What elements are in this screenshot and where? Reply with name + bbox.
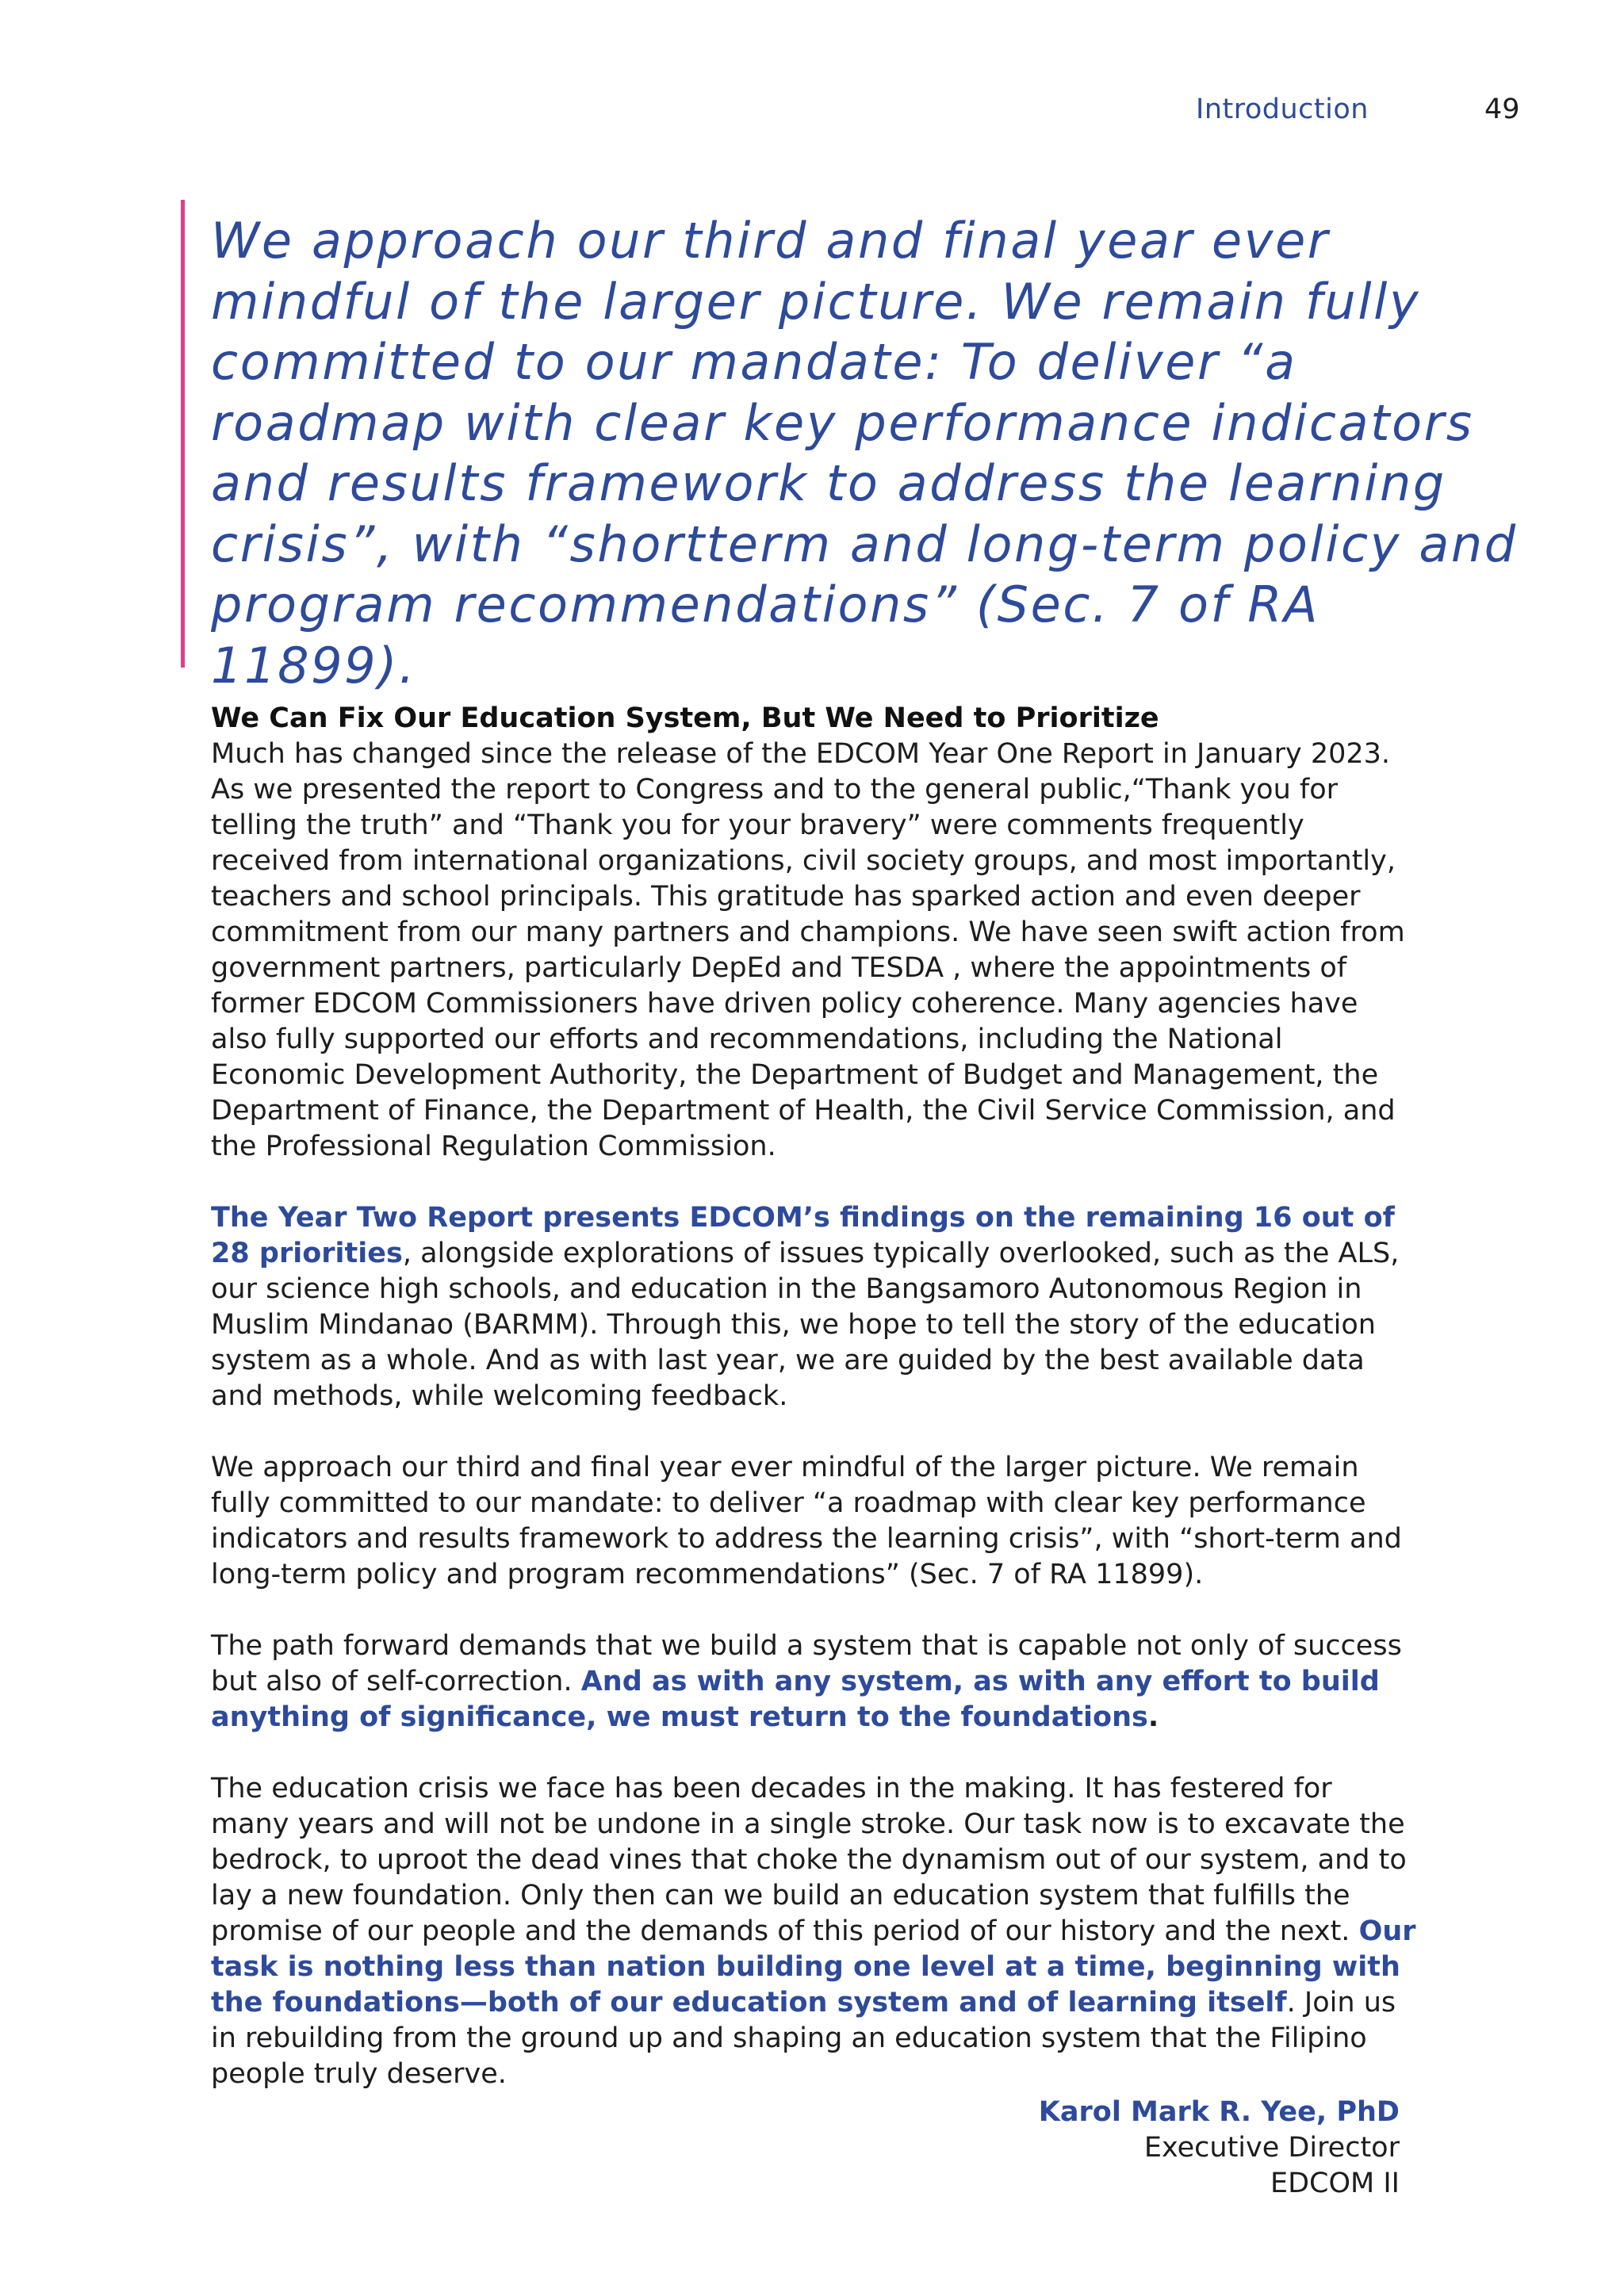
highlight-text: The Year Two Report presents EDCOM’s findings on the remaining 16 out of 28 priorities xyxy=(211,1202,1395,1269)
paragraph-text: . Join us in rebuilding from the ground up and shaping an education system that the Filipino people truly deserve. xyxy=(211,1987,1396,2090)
paragraph-text: . xyxy=(1147,1701,1159,1733)
section-heading: We Can Fix Our Education System, But We Need to Prioritize xyxy=(211,702,1159,734)
pullquote xyxy=(181,200,1529,695)
signatory-org: EDCOM II xyxy=(1270,2168,1400,2199)
paragraph-1: Much has changed since the release of the EDCOM Year One Report in January 2023. As we presented the report to Congress and to the general public,“Thank you for telling the truth” and “Thank you for your bravery” were comments frequently received from international organizations, civil society groups, and most importantly, teachers and school principals. This gratitude has sparked action and even deeper commitment from our many partners and champions. We have seen swift action from government partners, particularly DepEd and TESDA , where the appointments of former EDCOM Commissioners have driven policy coherence. Many agencies have also fully supported our efforts and recommendations, including the National Economic Development Authority, the Department of Budget and Management, the Department of Finance, the Department of Health, the Civil Service Commission, and the Professional Regulation Commission. xyxy=(211,738,1405,1162)
paragraph-4 xyxy=(211,1628,1416,1735)
signatory-title: Executive Director xyxy=(1143,2132,1400,2164)
highlight-text: And as with any system, as with any effort to build anything of significance, we must return to the foundations xyxy=(211,1666,1380,1733)
highlight-text: Our task is nothing less than nation building one level at a time, beginning with the foundations—both of our education system and of learning itself xyxy=(211,1915,1416,2019)
paragraph-text: The education crisis we face has been decades in the making. It has festered for many years and will not be undone in a single stroke. Our task now is to excavate the bedrock, to uproot the dead vines that choke the dynamism out of our system, and to lay a new foundation. Only then can we build an education system that fulfills the promise of our people and the demands of this period of our history and the next. xyxy=(211,1773,1407,1947)
signature-block xyxy=(1039,2095,1400,2202)
paragraph-text: , alongside explorations of issues typically overlooked, such as the ALS, our science high schools, and education in the Bangsamoro Autonomous Region in Muslim Mindanao (BARMM). Through this, we hope to tell the story of the education system as a whole. And as with last year, we are guided by the best available data and methods, while welcoming feedback. xyxy=(211,1238,1400,1412)
paragraph-3: We approach our third and final year ever mindful of the larger picture. We remain fully committed to our mandate: to deliver “a roadmap with clear key performance indicators and results framework to address the learning crisis”, with “short-term and long-term policy and program recommendations” (Sec. 7 of RA 11899). xyxy=(211,1452,1402,1590)
signatory-name: Karol Mark R. Yee, PhD xyxy=(1038,2096,1400,2128)
page-number: 49 xyxy=(1484,94,1520,125)
paragraph-text: The path forward demands that we build a system that is capable not only of success but also of self-correction. xyxy=(211,1630,1402,1697)
pullquote-rule xyxy=(181,200,185,668)
paragraph-2 xyxy=(211,1200,1416,1414)
pullquote-text: We approach our third and final year ever mindful of the larger picture. We remain fully committed to our mandate: To deliver “a roadmap with clear key performance indicators and results framework to address the learning crisis”, with “shortterm and long-term policy and program recommendations” (Sec. 7 of RA 11899). xyxy=(211,212,1518,695)
running-head xyxy=(0,94,1624,133)
article-body xyxy=(211,701,1416,2128)
section-name: Introduction xyxy=(1196,94,1369,125)
paragraph-5 xyxy=(211,1771,1416,2092)
